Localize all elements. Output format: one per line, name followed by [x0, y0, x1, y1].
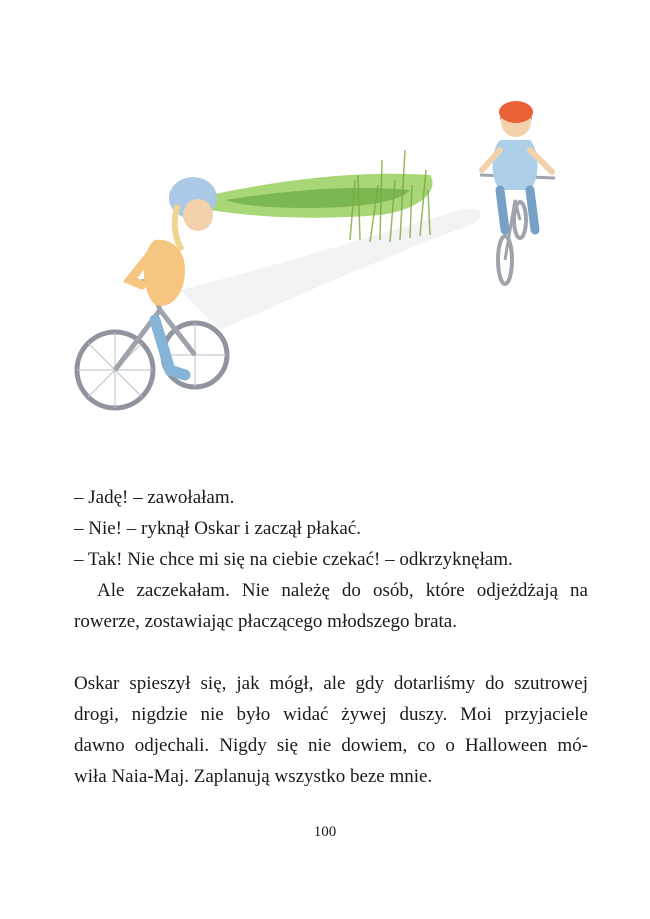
body-line: dawno odjechali. Nigdy się nie dowiem, co o Halloween mó-: [74, 735, 588, 756]
bicycle-illustration: [60, 90, 600, 440]
page-number: 100: [313, 824, 337, 840]
body-line: Oskar spieszył się, jak mógł, ale gdy dotarliśmy do szutrowej: [74, 673, 588, 694]
dialogue-paragraph: [74, 482, 588, 637]
dialogue-line: – Tak! Nie chce mi się na ciebie czekać! – odkrzyknęłam.: [74, 549, 513, 570]
body-line: Ale zaczekałam. Nie należę do osób, które odjeżdżają na: [97, 580, 588, 601]
body-line: rowerze, zostawiając płaczącego młodszego brata.: [74, 611, 457, 632]
dialogue-line: – Nie! – ryknął Oskar i zaczął płakać.: [74, 518, 361, 539]
body-paragraph: [74, 668, 588, 792]
boy-on-bike: [480, 101, 555, 284]
body-line: wiła Naia-Maj. Zaplanują wszystko beze mnie.: [74, 766, 433, 787]
dialogue-line: – Jadę! – zawołałam.: [74, 487, 235, 508]
body-line: drogi, nigdzie nie było widać żywej duszy. Moi przyjaciele: [74, 704, 588, 725]
